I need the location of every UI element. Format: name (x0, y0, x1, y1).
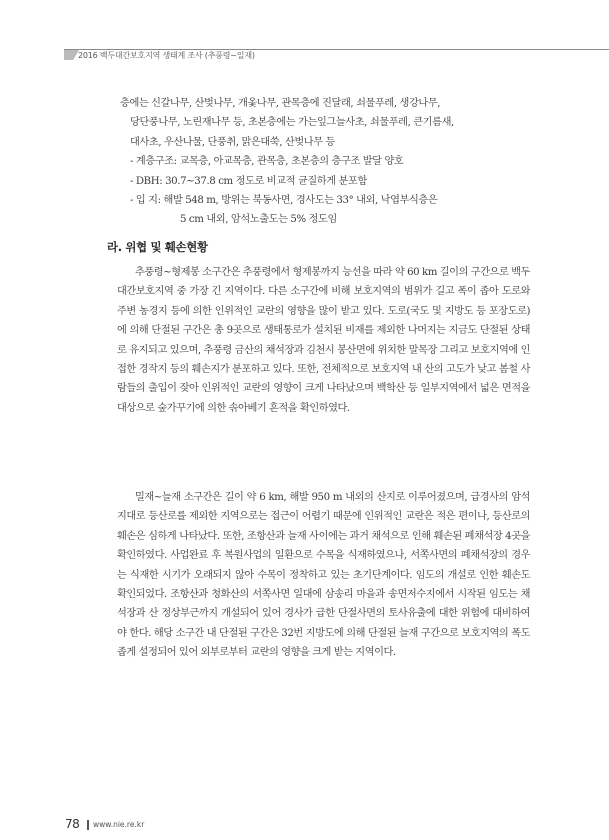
species-line-1: 층에는 신갈나무, 산벚나무, 개옻나무, 관목층에 진달래, 쇠물푸레, 생강나무, (120, 98, 441, 109)
vegetation-description (120, 94, 540, 230)
running-title: 2016 백두대간보호지역 생태계 조사 (추풍령~일재) (78, 51, 255, 60)
section-heading: 라. 위협 및 훼손현황 (107, 240, 208, 254)
species-line-3: 대사초, 우산나물, 단풍취, 맑은대쑥, 산벚나무 등 (130, 136, 335, 148)
list-item-dbh: - DBH: 30.7~37.8 cm 정도로 비교적 균질하게 분포함 (130, 175, 367, 187)
body-paragraph-2: 밀재~늘재 소구간은 길이 약 6 km, 해발 950 m 내외의 산지로 이루어졌으며, 급경사의 암석지대로 등산로를 제외한 지역으로는 접근이 어렵기 때문에 인위적인 교란은 적은 편이나, 등산로의 훼손은 심하게 나타났다. 또한, 조항산과 늘재 사이에는 과거 채석으로 인해 훼손된 폐채석장 4곳을 확인하였다. 사업완료 후 복원사업의 일환으로 수목을 식재하였으나, 서쪽사면의 폐채석장의 경우는 식재한 시기가 오래되지 않아 수목이 정착하고 있는 초기단계이다. 임도의 개설로 인한 훼손도 확인되었다. 조항산과 청화산의 서쪽사면 일대에 삼송리 마을과 송면저수지에서 시작된 임도는 채석장과 산 정상부근까지 개설되어 있어 경사가 급한 단절사면의 토사유출에 대한 위험에 대비하여야 한다. 해당 소구간 내 단절된 구간은 32번 지방도에 의해 단절된 늘재 구간으로 보호지역의 폭도 좁게 설정되어 있어 외부로부터 교란의 영향을 크게 받는 지역이다. (117, 492, 530, 659)
list-item-site: - 입 지: 해발 548 m, 방위는 북동사면, 경사도는 33° 내외, 낙엽부식층은 (130, 195, 438, 207)
species-line-2: 당단풍나무, 노린재나무 등, 초본층에는 가는잎그늘사초, 쇠물푸레, 큰기름새, (130, 117, 454, 129)
page-number: 78 (65, 817, 80, 831)
list-item-site-cont: 5 cm 내외, 암석노출도는 5% 정도임 (180, 214, 337, 226)
footer-url: www.nie.re.kr (93, 820, 145, 829)
header-tab-marker (64, 50, 73, 60)
footer-divider (87, 820, 89, 830)
list-item-structure: - 계층구조: 교목층, 아교목층, 관목층, 초본층의 층구조 발달 양호 (130, 156, 404, 168)
body-paragraph-1: 추풍령~형제봉 소구간은 추풍령에서 형제봉까지 능선을 따라 약 60 km 길이의 구간으로 백두대간보호지역 중 가장 긴 지역이다. 다른 소구간에 비해 보호지역의 범위가 길고 폭이 좁아 도로와 주변 농경지 등에 의한 인위적인 교란의 영향을 많이 받고 있다. 도로(국도 및 지방도 등 포장도로)에 의해 단절된 구간은 총 9곳으로 생태통로가 설치된 비재를 제외한 나머지는 지금도 단절된 상태로 유지되고 있으며, 추풍령 금산의 채석장과 김천시 봉산면에 위치한 말목장 그리고 보호지역에 인접한 경작지 등의 훼손지가 분포하고 있다. 또한, 전체적으로 보호지역 내 산의 고도가 낮고 봄철 사람들의 출입이 잦아 인위적인 교란의 영향이 크게 나타났으며 백학산 등 일부지역에서 넓은 면적을 대상으로 숲가꾸기에 의한 솎아베기 흔적을 확인하였다. (117, 267, 530, 414)
